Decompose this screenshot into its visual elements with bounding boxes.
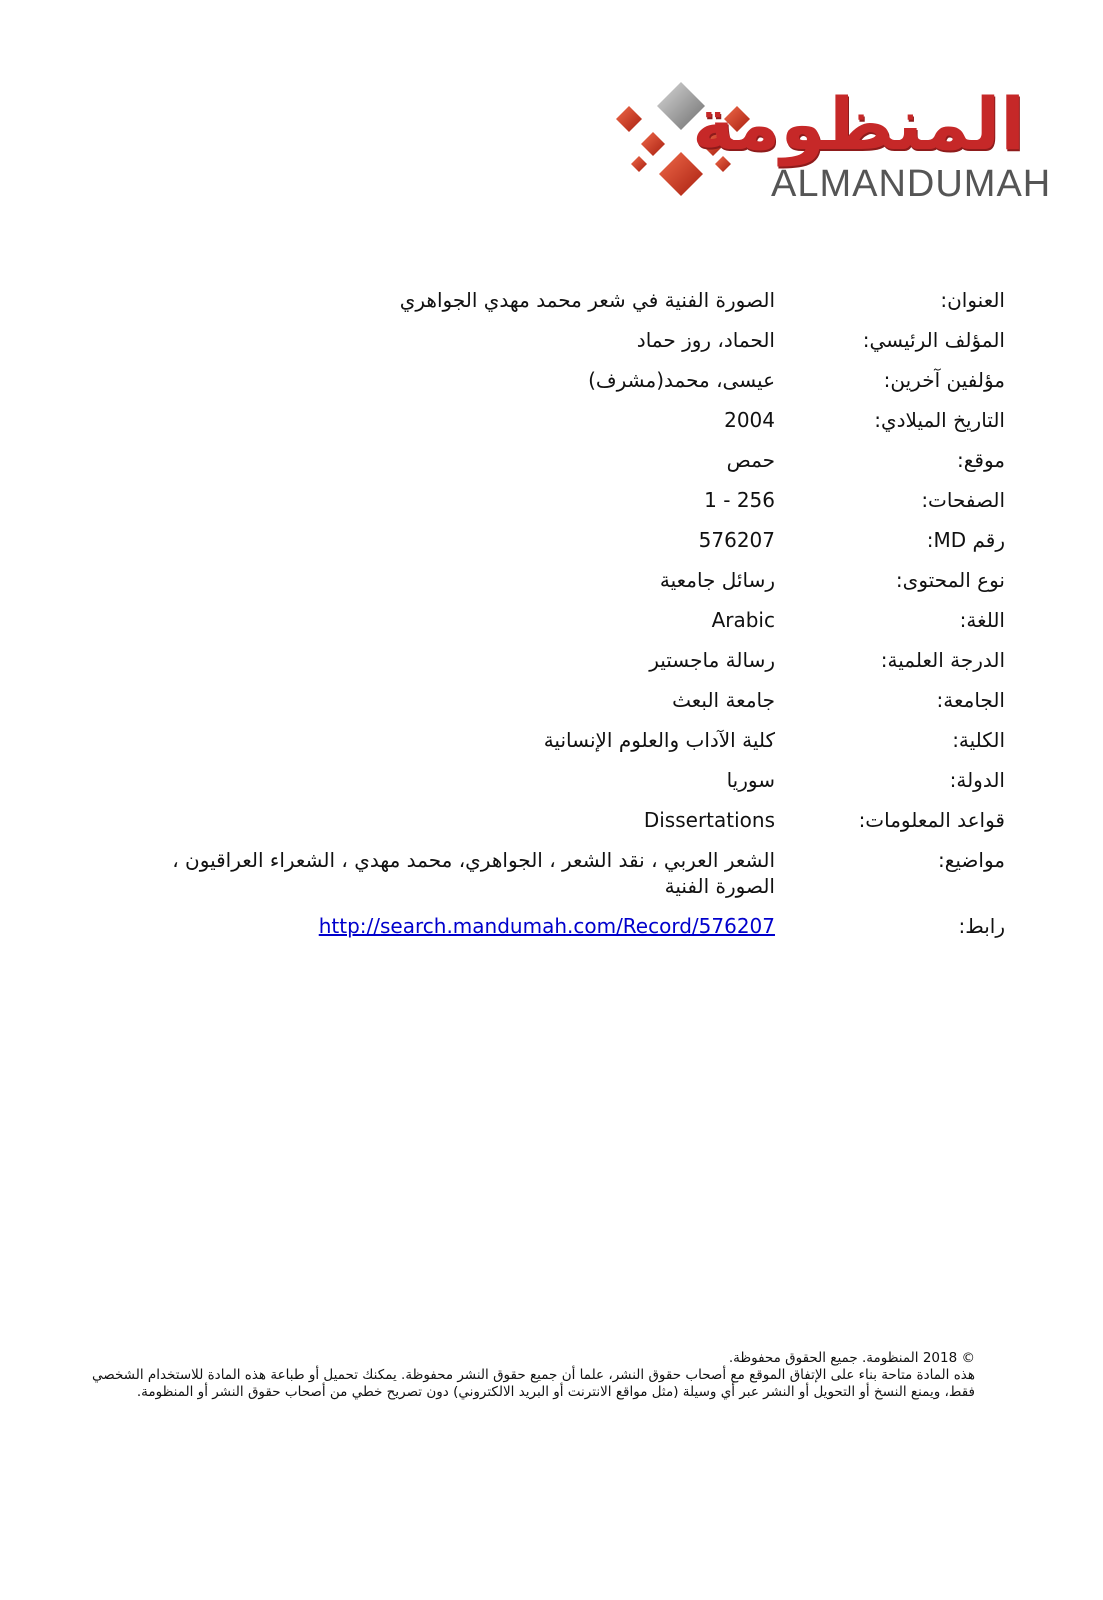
title-label: العنوان:	[940, 288, 1005, 312]
row-databases	[100, 807, 1005, 833]
main-author-value: الحماد، روز حماد	[636, 328, 775, 352]
row-language	[100, 607, 1005, 633]
logo-arabic-text: المنظومة	[692, 82, 1025, 166]
row-country	[100, 767, 1005, 793]
row-date	[100, 407, 1005, 433]
pages-value	[115, 487, 775, 513]
degree-label: الدرجة العلمية:	[880, 648, 1005, 672]
pages-label: الصفحات:	[921, 488, 1005, 512]
language-value: Arabic	[711, 608, 775, 632]
almandumah-logo	[615, 80, 1052, 210]
row-faculty	[100, 727, 1005, 753]
pages-range: 1 - 256	[704, 488, 775, 512]
university-label: الجامعة:	[936, 688, 1005, 712]
location-label: موقع:	[957, 448, 1005, 472]
link-value	[115, 913, 775, 939]
copyright-notice: هذه المادة متاحة بناء على الإتفاق الموقع مع أصحاب حقوق النشر، علما أن جميع حقوق النشر محفوظة. يمكنك تحميل أو طباعة هذه المادة للاستخدام الشخصي فقط، ويمنع النسخ أو التحويل أو النشر عبر أي وسيلة (مثل مواقع الانترنت أو البريد الالكتروني) دون تصريح خطي من أصحاب حقوق النشر أو المنظومة.	[91, 1367, 975, 1400]
subjects-label: مواضيع:	[937, 848, 1005, 872]
date-value: 2004	[724, 408, 775, 432]
link-label: رابط:	[958, 914, 1005, 938]
other-authors-label: مؤلفين آخرين:	[883, 368, 1005, 392]
title-value: الصورة الفنية في شعر محمد مهدي الجواهري	[399, 288, 775, 312]
record-metadata	[100, 287, 1005, 953]
row-title	[100, 287, 1005, 313]
logo-english-text: ALMANDUMAH	[771, 163, 1052, 205]
copyright-footer	[80, 1350, 975, 1401]
location-value: حمص	[726, 448, 775, 472]
row-link	[100, 913, 1005, 939]
country-value: سوريا	[726, 768, 775, 792]
row-location	[100, 447, 1005, 473]
md-number-label: رقم MD:	[926, 528, 1005, 552]
copyright-line: © 2018 المنظومة. جميع الحقوق محفوظة.	[728, 1350, 975, 1366]
main-author-label: المؤلف الرئيسي:	[862, 328, 1005, 352]
row-university	[100, 687, 1005, 713]
row-degree	[100, 647, 1005, 673]
content-type-label: نوع المحتوى:	[895, 568, 1005, 592]
databases-label: قواعد المعلومات:	[858, 808, 1005, 832]
faculty-value: كلية الآداب والعلوم الإنسانية	[543, 728, 775, 752]
degree-value: رسالة ماجستير	[649, 648, 775, 672]
university-value: جامعة البعث	[672, 688, 775, 712]
databases-value: Dissertations	[643, 808, 775, 832]
row-main-author	[100, 327, 1005, 353]
other-authors-value: عيسى، محمد(مشرف)	[588, 368, 775, 392]
md-number-value: 576207	[698, 528, 775, 552]
row-other-authors	[100, 367, 1005, 393]
faculty-label: الكلية:	[952, 728, 1005, 752]
country-label: الدولة:	[949, 768, 1005, 792]
row-content-type	[100, 567, 1005, 593]
language-label: اللغة:	[959, 608, 1005, 632]
date-label: التاريخ الميلادي:	[874, 408, 1005, 432]
record-link[interactable]: http://search.mandumah.com/Record/576207	[318, 914, 775, 938]
subjects-value: الشعر العربي ، نقد الشعر ، الجواهري، محمد مهدي ، الشعراء العراقيون ، الصورة الفنية	[172, 848, 775, 898]
content-type-value: رسائل جامعية	[659, 568, 775, 592]
row-md-number	[100, 527, 1005, 553]
row-subjects	[100, 847, 1005, 899]
row-pages	[100, 487, 1005, 513]
